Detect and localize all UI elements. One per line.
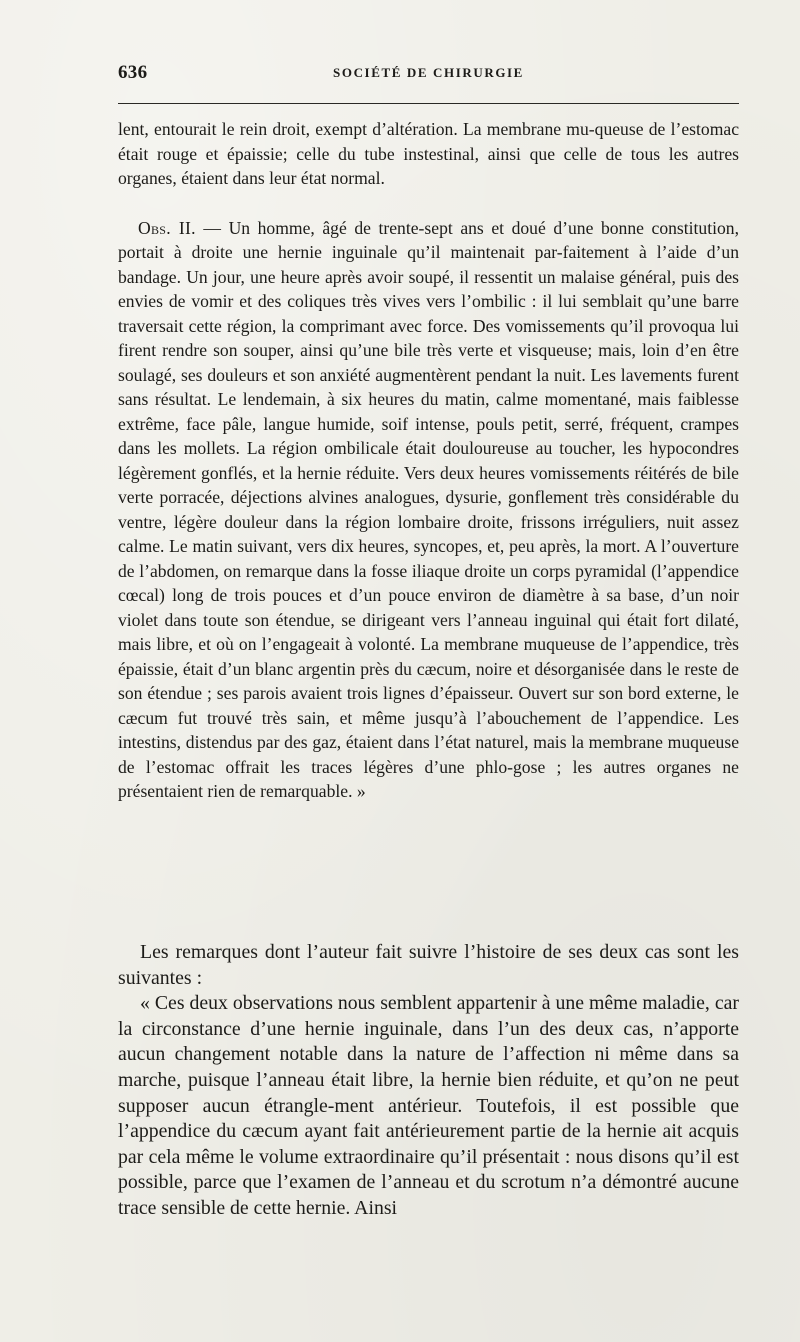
header-rule <box>118 103 739 104</box>
observation-continuation: lent, entourait le rein droit, exempt d’altération. La membrane mu-queuse de l’estomac était rouge et épaissie; celle du tube instestinal, ainsi que celle de tous les autres organes, étaient dans leur état normal. <box>118 119 739 188</box>
observation-label: Obs. II. <box>138 217 196 238</box>
main-text-block <box>118 940 739 1222</box>
quoted-remarks-paragraph: « Ces deux observations nous semblent appartenir à une même maladie, car la circonstance d’une hernie inguinale, dans l’un des deux cas, n’apporte aucun changement notable dans la nature de l’affection ni même dans sa marche, puisque l’anneau était libre, la hernie bien réduite, et qu’on ne peut supposer aucun étrangle-ment antérieur. Toutefois, il est possible que l’appendice du cæcum ayant fait antérieurement partie de la hernie ait acquis par cela même le volume extraordinaire qu’il présentait : nous disons qu’il est possible, parce que l’examen de l’anneau et du scrotum n’a démontré aucune trace sensible de cette hernie. Ainsi <box>118 992 739 1219</box>
running-head: SOCIÉTÉ DE CHIRURGIE <box>333 65 524 80</box>
observation-text: — Un homme, âgé de trente-sept ans et doué d’une bonne constitution, portait à droite une hernie inguinale qu’il maintenait par-faitement à l’aide d’un bandage. Un jour, une heure après avoir soupé, il ressentit un malaise général, puis des envies de vomir et des coliques très vives vers l’ombilic : il lui semblait qu’une barre traversait cette région, la comprimant avec force. Des vomissements qu’il provoqua lui firent rendre son souper, ainsi qu’une bile très verte et visqueuse; mais, loin d’en être soulagé, ses douleurs et son anxiété augmentèrent pendant la nuit. Les lavements furent sans résultat. Le lendemain, à six heures du matin, calme momentané, mais faiblesse extrême, face pâle, langue humide, soif intense, pouls petit, serré, fréquent, crampes dans les mollets. La région ombilicale était douloureuse au toucher, les hypocondres légèrement gonflés, et la hernie réduite. Vers deux heures vomissements réitérés de bile verte porracée, déjections alvines analogues, dysurie, gonflement très considérable du ventre, légère douleur dans la région lombaire droite, frissons irréguliers, nuit assez calme. Le matin suivant, vers dix heures, syncopes, et, peu après, la mort. A l’ouverture de l’abdomen, on remarque dans la fosse iliaque droite un corps pyramidal (l’appendice cœcal) long de trois pouces et d’un pouce environ de diamètre à sa base, d’un noir violet dans toute son étendue, se dirigeant vers l’anneau inguinal qui était fort dilaté, mais libre, et où on l’engageait à volonté. La membrane muqueuse de l’appendice, très épaissie, était d’un blanc argentin près du cæcum, noire et désorganisée dans le reste de son étendue ; ses parois avaient trois lignes d’épaisseur. Ouvert sur son bord externe, le cæcum fut trouvé très sain, et même jusqu’à l’abouchement de l’appendice. Les intestins, distendus par des gaz, étaient dans l’état naturel, mais la membrane muqueuse de l’estomac offrait les traces légères d’une phlo-gose ; les autres organes ne présentaient rien de remarquable. » <box>118 217 739 801</box>
observation-block <box>118 117 739 804</box>
page-number: 636 <box>118 62 148 83</box>
remarks-intro-paragraph: Les remarques dont l’auteur fait suivre l’histoire de ses deux cas sont les suivantes : <box>118 941 739 989</box>
page-header <box>118 58 739 88</box>
observation-two <box>118 216 739 804</box>
